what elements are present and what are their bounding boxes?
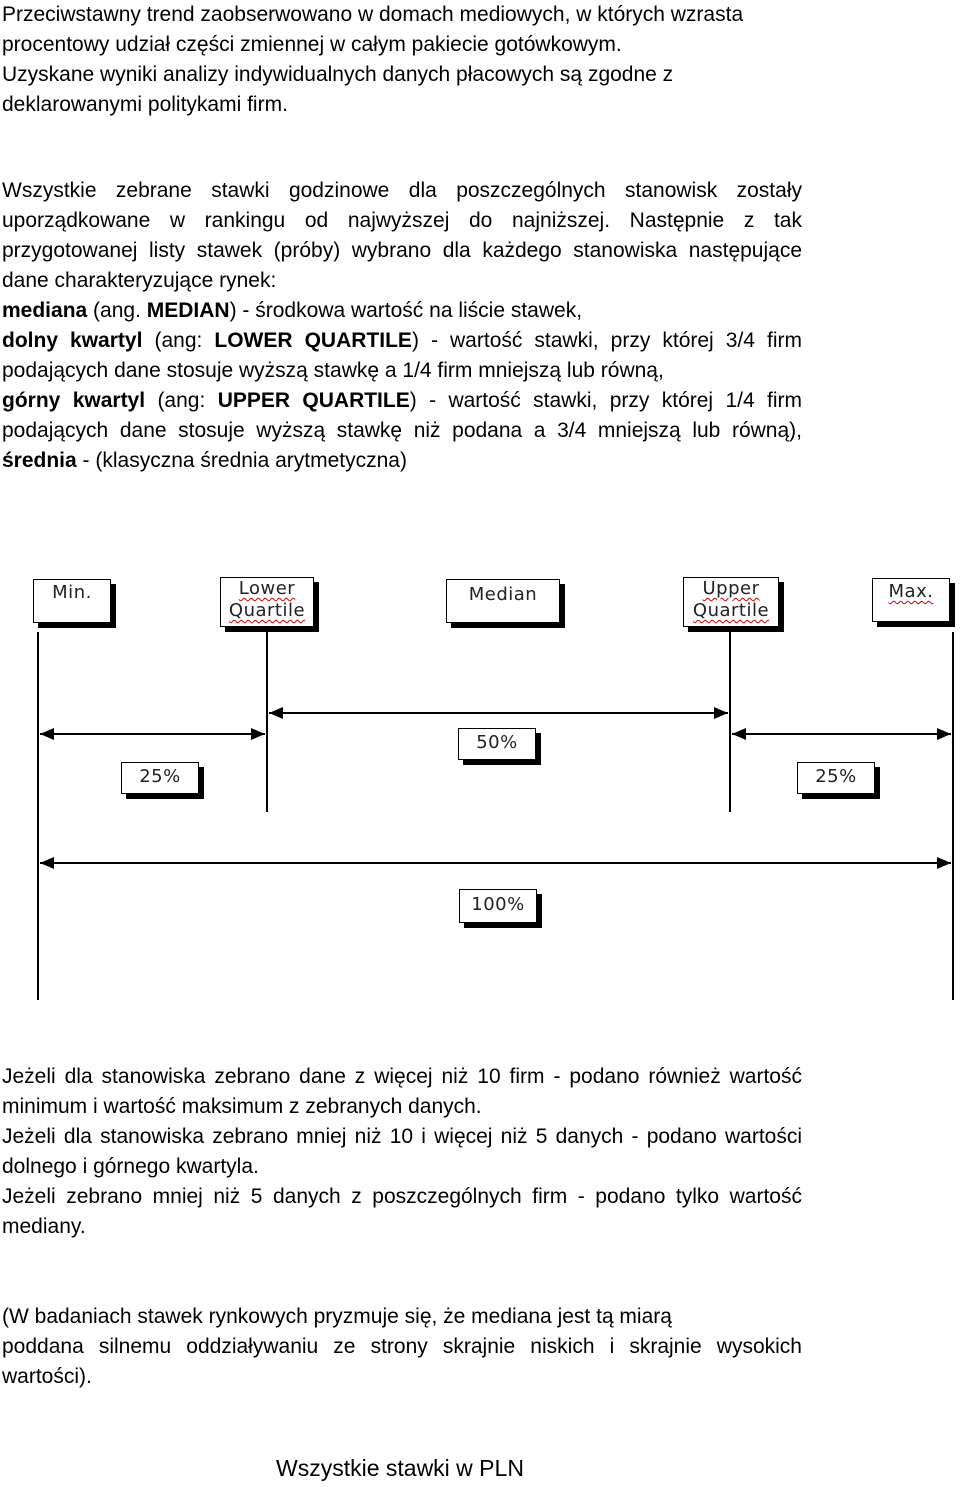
term-median-en: MEDIAN <box>146 299 230 322</box>
label-lower-quartile-line-2: Quartile <box>228 600 306 621</box>
arrowhead <box>40 728 54 740</box>
rules-line-4: dolnego i górnego kwartyla. <box>2 1155 259 1178</box>
rules-line-2: minimum i wartość maksimum z zebranych danych. <box>2 1095 482 1118</box>
arrowhead <box>714 707 728 719</box>
label-min-text: Min. <box>52 582 92 603</box>
arrowhead <box>732 728 746 740</box>
ranking-line-2: uporządkowane w rankingu od najwyższej do najniższej. Następnie z tak <box>2 209 802 232</box>
intro-line-1: Przeciwstawny trend zaobserwowano w domach mediowych, w których wzrasta <box>2 3 744 26</box>
label-max-text: Max. <box>888 581 934 602</box>
span-50-text: 50% <box>476 732 518 753</box>
rules-line-1: Jeżeli dla stanowiska zebrano dane z więcej niż 10 firm - podano również wartość <box>2 1065 802 1088</box>
label-upper-quartile <box>683 577 779 627</box>
arrowhead <box>937 728 951 740</box>
intro-line-3: Uzyskane wyniki analizy indywidualnych danych płacowych są zgodne z <box>2 63 674 86</box>
upper-text-b: ) - wartość stawki, przy której 1/4 firm <box>409 389 803 412</box>
term-mean: średnia <box>2 449 77 472</box>
span-100-text: 100% <box>471 894 525 915</box>
median-text-b: ) - środkowa wartość na liście stawek, <box>229 299 583 322</box>
upper-quartile-line-2: podających dane stosuje wyższą stawkę niż podana a 3/4 mniejszą lub równą), <box>2 419 802 442</box>
label-upper-quartile-line-2: Quartile <box>692 600 770 621</box>
arrowhead <box>269 707 283 719</box>
label-lower-quartile-line-1: Lower <box>238 578 296 599</box>
median-text-a: (ang. <box>87 299 147 322</box>
upper-text-a: (ang: <box>145 389 218 412</box>
lower-text-b: ) - wartość stawki, przy której 3/4 firm <box>411 329 803 352</box>
intro-line-4: deklarowanymi politykami firm. <box>2 93 288 116</box>
note-line-2: poddana silnemu oddziaływaniu ze strony skrajnie niskich i skrajnie wysokich <box>2 1335 802 1358</box>
label-upper-quartile-line-1: Upper <box>702 578 760 599</box>
term-upper-quartile: górny kwartyl <box>2 389 146 412</box>
ranking-line-3: przygotowanej listy stawek (próby) wybrano dla każdego stanowiska następujące <box>2 239 802 262</box>
span-25-right-label <box>797 762 875 794</box>
span-25-left-label <box>121 762 199 794</box>
label-median <box>446 579 560 623</box>
span-50-label <box>458 728 536 760</box>
arrowhead <box>251 728 265 740</box>
span-25-left-text: 25% <box>139 766 181 787</box>
span-100-label <box>459 889 537 923</box>
rules-line-5: Jeżeli zebrano mniej niż 5 danych z poszczególnych firm - podano tylko wartość <box>2 1185 802 1208</box>
note-line-1: (W badaniach stawek rynkowych pryzmuje się, że mediana jest tą miarą <box>2 1305 672 1328</box>
arrowhead <box>40 857 54 869</box>
label-lower-quartile <box>220 577 314 627</box>
ranking-line-1: Wszystkie zebrane stawki godzinowe dla poszczególnych stanowisk zostały <box>2 179 802 202</box>
term-lower-quartile-en: LOWER QUARTILE <box>214 329 412 352</box>
arrowhead <box>937 857 951 869</box>
rules-line-3: Jeżeli dla stanowiska zebrano mniej niż 10 i więcej niż 5 danych - podano wartości <box>2 1125 802 1148</box>
lower-quartile-line-2: podających dane stosuje wyższą stawkę a 1/4 firm mniejszą lub równą, <box>2 359 664 382</box>
intro-line-2: procentowy udział części zmiennej w całym pakiecie gotówkowym. <box>2 33 622 56</box>
term-lower-quartile: dolny kwartyl <box>2 329 143 352</box>
mean-text: - (klasyczna średnia arytmetyczna) <box>76 449 407 472</box>
ranking-line-4: dane charakteryzujące rynek: <box>2 269 277 292</box>
term-median: mediana <box>2 299 88 322</box>
note-line-3: wartości). <box>2 1365 92 1388</box>
rules-line-6: mediany. <box>2 1215 86 1238</box>
footer-currency-note: Wszystkie stawki w PLN <box>276 1455 524 1481</box>
label-min <box>33 579 111 623</box>
label-median-text: Median <box>468 584 538 605</box>
lower-text-a: (ang: <box>142 329 215 352</box>
term-upper-quartile-en: UPPER QUARTILE <box>217 389 410 412</box>
label-max <box>872 578 950 622</box>
span-25-right-text: 25% <box>815 766 857 787</box>
